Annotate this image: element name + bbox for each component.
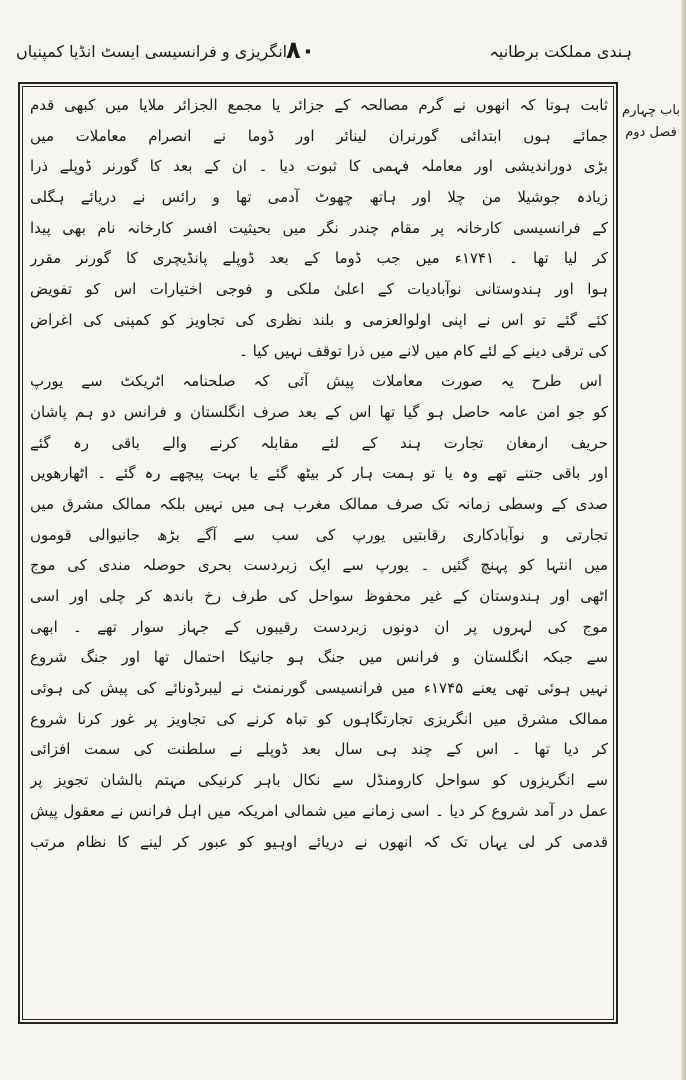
text-line: کئے گئے تو اس نے اپنی اولوالعزمی و بلند نظری کی تجاویز کو کمپنی کی اغراض <box>30 310 608 329</box>
page-header <box>16 36 632 76</box>
text-line: ثابت ہوتا کہ انھوں نے گرم مصالحہ کے جزائر یا مجمع الجزائر ملایا میں کبھی قدم <box>30 96 608 114</box>
text-line: کر لیا تھا ۔ ۱۷۴۱ء میں جب ڈوما کے بعد ڈوپلے پانڈیچری کا گورنر مقرر <box>30 249 608 268</box>
text-line: کے فرانسیسی کارخانہ پر مقام چندر نگر میں بحیثیت افسر کارخانہ نام بھی پیدا <box>30 218 608 237</box>
text-line: تجارتی و نوآبادکاری رقابتیں یورپ کی سب سے آگے بڑھ جانیوالی قوموں <box>30 525 608 544</box>
text-line: ہوا اور ہندوستانی نوآبادیات کے اعلیٰ ملکی و فوجی اختیارات اس کو تفویض <box>30 280 608 299</box>
text-line: میں انتہا کو پہنچ گئیں ۔ یورپ سے ایک زبردست بحری حوصلہ مندی کی موج <box>30 556 608 575</box>
text-line: جمائے ہوں ابتدائی گورنران لینائر اور ڈوما نے انصرام معاملات میں <box>30 126 608 145</box>
text-line: اس طرح یہ صورت معاملات پیش آئی کہ صلحنامہ اٹریکٹ سے یورپ <box>30 372 602 391</box>
body-text <box>30 90 608 857</box>
text-line: زیادہ جوشیلا من چلا اور ہاتھ چھوٹ آدمی تھا و رائس نے دریائے ہگلی <box>30 188 608 207</box>
text-line: سے انگریزوں کو سواحل کارومنڈل سے نکال باہر کرنیکی مہتم بالشان تجویز پر <box>30 771 608 790</box>
text-line: نہیں ہوئی تھی یعنے ۱۷۴۵ء میں فرانسیسی گورنمنٹ نے لیبرڈونائے کی پیش کی ہوئی <box>30 679 608 698</box>
text-line: سے جبکہ انگلستان و فرانس میں جنگ ہو جانیکا احتمال تھا اور جنگ شروع <box>30 648 608 667</box>
margin-note <box>622 100 680 144</box>
text-line: ممالک مشرق میں انگریزی تجارتگاہوں کو تباہ کرنے کی تجاویز پر غور کرنا شروع <box>30 709 608 728</box>
chapter-title: انگریزی و فرانسیسی ایسٹ انڈیا کمپنیاں <box>16 42 288 61</box>
text-line: موج کی لہروں پر ان دونوں زبردست رقیبوں کے جہاز سوار تھے ۔ ابھی <box>30 617 608 636</box>
text-line: کو جو امن عامہ حاصل ہو گیا تھا اس کے بعد صرف انگلستان و فرانس دو ہم پاشان <box>30 402 608 421</box>
text-line: اٹھی اور ہندوستان کے غیر محفوظ سواحل کی طرف رخ باندھ کر چلی اور اسی <box>30 587 608 605</box>
text-line: بڑی دوراندیشی اور معاملہ فہمی کا ثبوت دیا ۔ ان کے بعد کا گورنر ڈوپلے ذرا <box>30 157 608 176</box>
text-line: کر دیا تھا ۔ اس کے چند ہی سال بعد ڈوپلے نے سلطنت کی سمت افزائی <box>30 740 608 759</box>
running-title: ہندی مملکت برطانیہ <box>489 42 632 61</box>
text-line: حریف ارمغان تجارت ہند کے لئے مقابلہ کرنے والے باقی رہ گئے <box>30 433 608 452</box>
margin-note-section: فصل دوم <box>625 125 677 140</box>
text-line: اور باقی جتنے تھے وہ یا تو ہمت ہار کر بیٹھ گئے یا بہت پیچھے رہ گئے ۔ اٹھارھویں <box>30 464 608 483</box>
text-line: قدمی کر لی یہاں تک کہ انھوں نے دریائے اوہیو کو عبور کر لینے کا نظام مرتب <box>30 832 608 851</box>
text-line: کی ترقی دینے کے لئے کام میں لانے میں ذرا توقف نہیں کیا ۔ <box>239 341 608 360</box>
page-number: ۸۰ <box>286 36 316 64</box>
text-line: صدی کے وسطی زمانہ تک صرف ممالک مغرب ہی میں نہیں بلکہ ممالک مشرق میں <box>30 494 608 513</box>
text-line: عمل در آمد شروع کر دیا ۔ اسی زمانے میں شمالی امریکہ میں اہل فرانس نے معقول پیش <box>30 801 608 820</box>
page-edge <box>681 0 686 1080</box>
margin-note-chapter: باب چہارم <box>622 103 680 118</box>
